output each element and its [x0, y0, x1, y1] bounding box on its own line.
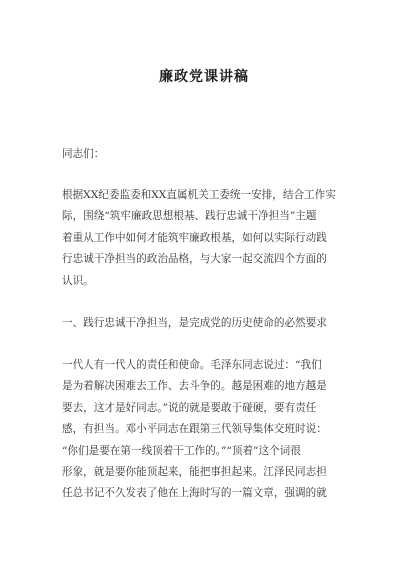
paragraph-line: 要去，这才是好同志。”说的就是要敢于碰硬，要有责任: [62, 401, 317, 414]
document-title: 廉政党课讲稿: [159, 69, 249, 85]
paragraph-line: 行忠诚干净担当的政治品格，与大家一起交流四个方面的: [62, 253, 327, 266]
paragraph-2: [62, 355, 352, 505]
salutation: 同志们：: [62, 148, 105, 160]
section-heading-1: 一、践行忠诚干净担当，是完成党的历史使命的必然要求: [62, 317, 327, 329]
paragraph-line: 根据XX纪委监委和XX直属机关工委统一安排，结合工作实: [62, 189, 336, 201]
paragraph-1: [62, 185, 352, 292]
paragraph-line: 际，围绕“筑牢廉政思想根基、践行忠诚干净担当”主题: [62, 210, 317, 223]
paragraph-line: 是为着解决困难去工作、去斗争的。越是困难的地方越是: [62, 380, 327, 393]
paragraph-line: 一代人有一代人的责任和使命。毛泽东同志说过：“我们: [62, 359, 322, 371]
paragraph-line: 形象，就是要你能顶起来，能把事担起来。江泽民同志担: [62, 466, 327, 479]
paragraph-line: 任总书记不久发表了他在上海时写的一篇文章，强调的就: [62, 487, 327, 500]
paragraph-line: 认识。: [62, 274, 94, 287]
paragraph-line: 感，有担当。邓小平同志在跟第三代领导集体交班时说：: [62, 423, 327, 436]
paragraph-line: “你们是要在第一线顶着干工作的。”“顶着”这个词很: [62, 444, 301, 457]
paragraph-line: 着重从工作中如何才能筑牢廉政根基，如何以实际行动践: [62, 231, 327, 244]
